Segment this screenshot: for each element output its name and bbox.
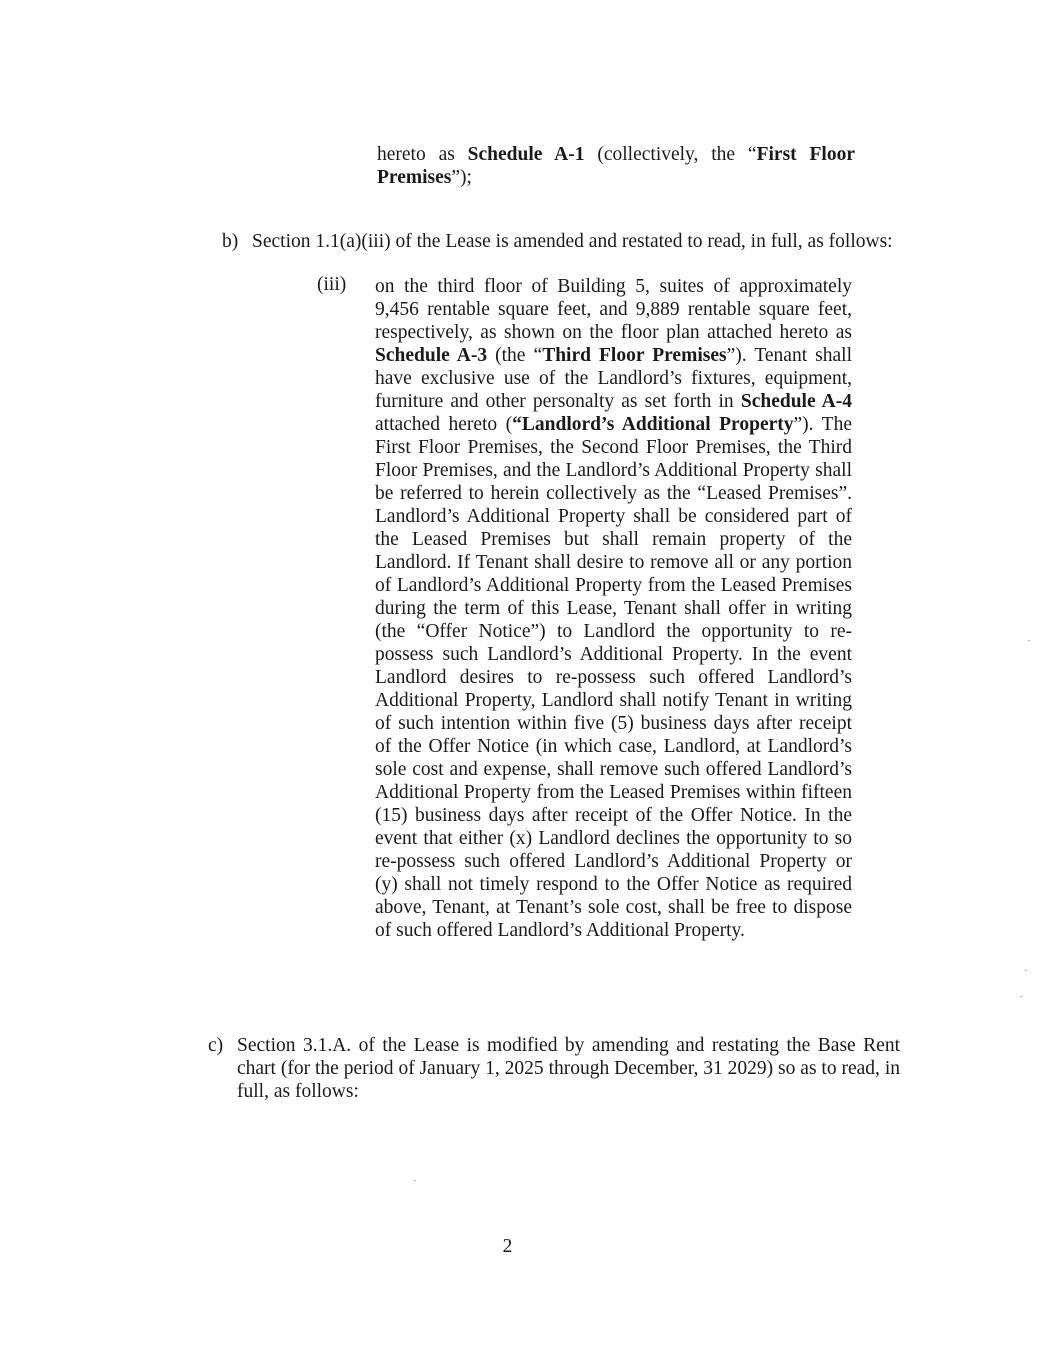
- scan-speck: [1020, 996, 1022, 997]
- sub-iii-text-2: (the “: [487, 345, 543, 366]
- sub-iii-text-1: on the third floor of Building 5, suites of approximately 9,456 rentable square feet, and 9,889 rentable square feet, respectively, as shown on the floor plan attached hereto as: [375, 276, 852, 343]
- list-item-b: [222, 230, 922, 253]
- schedule-a1-ref: Schedule A-1: [467, 144, 585, 165]
- continuation-text-2: (collectively, the “: [584, 144, 757, 165]
- page-number: 2: [502, 1236, 513, 1257]
- additional-property-term: “Landlord’s Additional Property: [512, 414, 794, 435]
- schedule-a4-ref: Schedule A-4: [740, 391, 853, 412]
- item-c-marker: c): [208, 1035, 224, 1056]
- item-b-text: Section 1.1(a)(iii) of the Lease is amended and restated to read, in full, as follows:: [252, 231, 893, 252]
- scan-speck: [414, 1180, 416, 1181]
- item-b-marker: b): [222, 231, 239, 252]
- sub-item-iii-marker: (iii): [317, 274, 347, 295]
- scan-speck: [1028, 640, 1030, 641]
- sub-iii-text-5: ”). The First Floor Premises, the Second Floor Premises, the Third Floor Premises, and the Landlord’s Additional Property shall be referred to herein collectively as the “Leased Premises”. Landlord’s Additional Property shall be considered part of the Leased Premises but shall remain property of the Landlord. If Tenant shall desire to remove all or any portion of Landlord’s Additional Property from the Leased Premises during the term of this Lease, Tenant shall offer in writing (the “Offer Notice”) to Landlord the opportunity to re-possess such Landlord’s Additional Property. In the event Landlord desires to re-possess such offered Landlord’s Additional Property, Landlord shall notify Tenant in writing of such intention within five (5) business days after receipt of the Offer Notice (in which case, Landlord, at Landlord’s sole cost and expense, shall remove such offered Landlord’s Additional Property from the Leased Premises within fifteen (15) business days after receipt of the Offer Notice. In the event that either (x) Landlord declines the opportunity to so re-possess such offered Landlord’s Additional Property or (y) shall not timely respond to the Offer Notice as required above, Tenant, at Tenant’s sole cost, shall be free to dispose of such offered Landlord’s Additional Property.: [375, 414, 852, 941]
- sub-item-iii-paragraph: [375, 275, 852, 942]
- continuation-text-1: hereto as: [377, 144, 468, 165]
- sub-iii-text-3: ”). Tenant shall have exclusive use of the Landlord’s fixtures, equipment, furniture and other personalty as set forth in: [375, 345, 853, 412]
- item-c-paragraph: Section 3.1.A. of the Lease is modified by amending and restating the Base Rent chart (for the period of January 1, 2025 through December, 31 2029) so as to read, in full, as follows:: [237, 1035, 900, 1102]
- third-floor-premises-term: Third Floor Premises: [542, 345, 727, 366]
- scan-speck: [1025, 970, 1027, 971]
- schedule-a3-ref: Schedule A-3: [375, 345, 488, 366]
- continuation-paragraph: [377, 143, 855, 189]
- first-floor-premises-term: First Floor Premises: [377, 144, 855, 188]
- sub-iii-text-4: attached hereto (: [375, 414, 513, 435]
- continuation-text-3: ”);: [451, 167, 472, 188]
